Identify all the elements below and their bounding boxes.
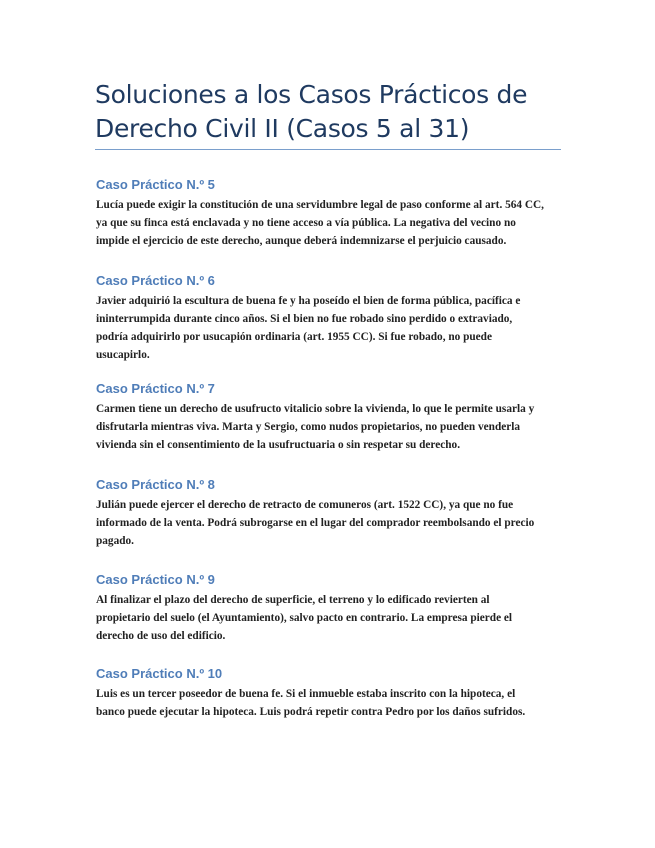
case-section [96,273,566,364]
case-section [96,477,566,550]
body-line: propietario del suelo (el Ayuntamiento), salvo pacto en contrario. La empresa pierde el [96,612,513,624]
body-line: impide el ejercicio de este derecho, aunque deberá indemnizarse el perjuicio causado. [96,235,507,247]
document-title [95,78,527,146]
case-section [96,381,566,454]
body-line: Julián puede ejercer el derecho de retracto de comuneros (art. 1522 CC), ya que no fue [96,499,514,511]
body-line: usucapirlo. [96,349,150,361]
case-section [96,666,566,721]
case-heading: Caso Práctico N.º 5 [96,177,215,192]
body-line: Carmen tiene un derecho de usufructo vitalicio sobre la vivienda, lo que le permite usarla y [96,403,535,415]
title-line: Derecho Civil II (Casos 5 al 31) [95,114,470,143]
body-line: ya que su finca está enclavada y no tiene acceso a vía pública. La negativa del vecino no [96,217,516,229]
case-body [96,685,566,721]
title-line: Soluciones a los Casos Prácticos de [95,80,528,109]
body-line: banco puede ejecutar la hipoteca. Luis podrá repetir contra Pedro por los daños sufridos. [96,706,526,718]
case-section [96,572,566,645]
case-heading: Caso Práctico N.º 8 [96,477,215,492]
body-line: Javier adquirió la escultura de buena fe y ha poseído el bien de forma pública, pacífica e [96,295,521,307]
body-line: pagado. [96,535,134,547]
body-line: Al finalizar el plazo del derecho de superficie, el terreno y lo edificado revierten al [96,594,490,606]
body-line: informado de la venta. Podrá subrogarse en el lugar del comprador reembolsando el precio [96,517,535,529]
case-body [96,591,566,645]
title-divider [95,149,561,150]
body-line: ininterrumpida durante cinco años. Si el bien no fue robado sino perdido o extraviado, [96,313,513,325]
case-body [96,400,566,454]
case-heading: Caso Práctico N.º 9 [96,572,215,587]
body-line: podría adquirirlo por usucapión ordinaria (art. 1955 CC). Si fue robado, no puede [96,331,492,343]
case-body [96,196,566,250]
body-line: derecho de uso del edificio. [96,630,226,642]
body-line: Luis es un tercer poseedor de buena fe. Si el inmueble estaba inscrito con la hipoteca, el [96,688,516,700]
case-heading: Caso Práctico N.º 10 [96,666,223,681]
case-body [96,496,566,550]
case-heading: Caso Práctico N.º 7 [96,381,215,396]
case-body [96,292,566,364]
case-section [96,177,566,250]
body-line: disfrutarla mientras viva. Marta y Sergio, como nudos propietarios, no pueden venderla [96,421,521,433]
body-line: vivienda sin el consentimiento de la usufructuaria o sin respetar su derecho. [96,439,461,451]
body-line: Lucía puede exigir la constitución de una servidumbre legal de paso conforme al art. 564 CC, [96,199,544,211]
case-heading: Caso Práctico N.º 6 [96,273,215,288]
